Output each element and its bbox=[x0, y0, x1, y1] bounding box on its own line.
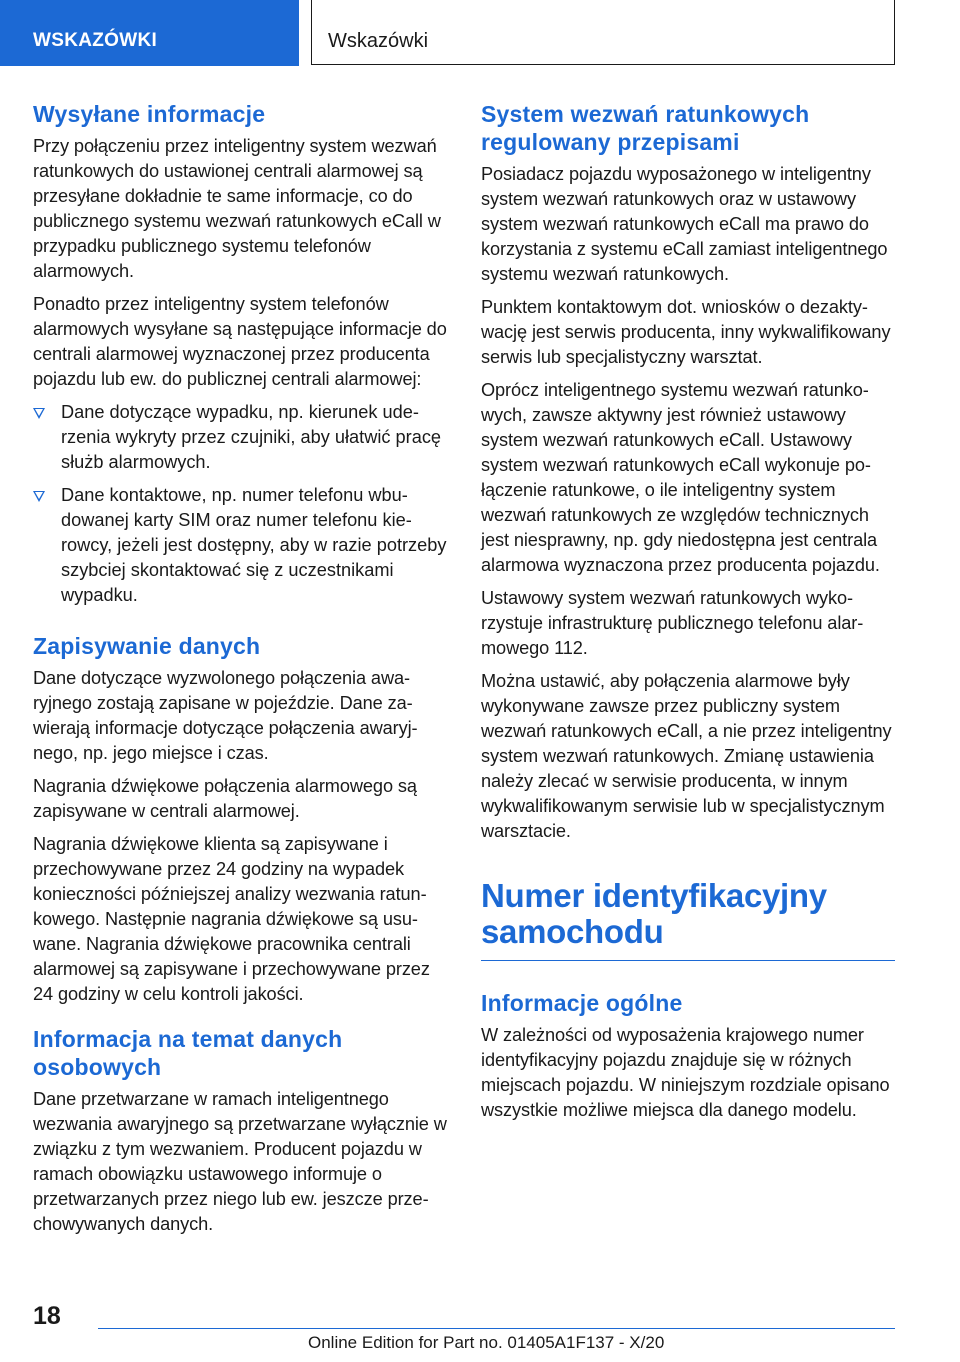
heading-personal-data: Informacja na temat danych osobowych bbox=[33, 1026, 343, 1080]
paragraph: W zależności od wyposażenia krajowego numer identyfikacyjny pojazdu znajduje się w różnych miejscach pojazdu. W niniejszym rozdziale opisano wszystkie możliwe miejsca dla danego modelu. bbox=[481, 1025, 890, 1120]
footer-divider bbox=[98, 1328, 895, 1329]
bullet-list bbox=[33, 400, 449, 608]
main-heading-vin: Numer identyfikacyjny samochodu bbox=[481, 878, 895, 961]
paragraph: Można ustawić, aby połączenia alarmowe były wykonywane zawsze przez publiczny system wezwań ratunkowych eCall, a nie przez inteligentny system wezwań ratunkowych. Zmianę ustawienia należy zlecać w serwisie producenta, w innym wykwalifikowanym serwisie lub w specjalistycznym warsztacie. bbox=[481, 671, 892, 841]
heading-general-information: Informacje ogólne bbox=[481, 990, 683, 1016]
paragraph: Nagrania dźwiękowe klienta są zapisywane i przechowywane przez 24 godziny na wypadek konieczności późniejszej analizy wezwania ratunkowego. Następnie nagrania dźwiękowe są usuwane. Nagrania dźwiękowe pracownika centrali alarmowej są zapisywane i przechowywane przez 24 godziny w celu kontroli jakości. bbox=[33, 834, 430, 1004]
left-column bbox=[33, 100, 449, 1245]
paragraph: Nagrania dźwiękowe połączenia alarmowego są zapisywane w centrali alarmowej. bbox=[33, 776, 417, 821]
list-item-text: Dane kontaktowe, np. numer telefonu wbudowanej karty SIM oraz numer telefonu kierowcy, jeżeli jest dostępny, aby w razie potrzeby szybciej skontaktować się z uczestnikami wypadku. bbox=[61, 485, 447, 605]
list-item bbox=[33, 483, 449, 608]
page-header-title bbox=[311, 0, 895, 65]
section-tab bbox=[0, 0, 299, 66]
list-item bbox=[33, 400, 449, 475]
right-column bbox=[481, 100, 895, 1131]
page-number: 18 bbox=[33, 1302, 61, 1330]
paragraph: Ustawowy system wezwań ratunkowych wykorzystuje infrastrukturę publicznego telefonu alarmowego 112. bbox=[481, 588, 864, 658]
paragraph: Przy połączeniu przez inteligentny system wezwań ratunkowych do ustawionej centrali alarmowej są przesyłane dokładnie te same informacje, co do publicznego systemu wezwań ratunkowych eCall w przypadku publicznego systemu telefonów alarmowych. bbox=[33, 136, 441, 281]
paragraph: Ponadto przez inteligentny system telefonów alarmowych wysyłane są następujące informacje do centrali alarmowej wyznaczonej przez producenta pojazdu lub ew. do publicznej centrali alarmowej: bbox=[33, 294, 447, 389]
paragraph: Oprócz inteligentnego systemu wezwań ratunkowych, zawsze aktywny jest również ustawowy system wezwań ratunkowych eCall. Ustawowy system wezwań ratunkowych eCall wykonuje połączenie ratunkowe, o ile inteligentny system wezwań ratunkowych ze względów technicznych jest niesprawny, np. gdy niedostępna jest centrala alarmowa wyznaczona przez producenta pojazdu. bbox=[481, 380, 880, 575]
paragraph: Posiadacz pojazdu wyposażonego w inteligentny system wezwań ratunkowych oraz w ustawowy system wezwań ratunkowych eCall ma prawo do korzystania z systemu eCall zamiast inteligentnego systemu wezwań ratunkowych. bbox=[481, 164, 888, 284]
footer-edition-text: Online Edition for Part no. 01405A1F137 - X/20 bbox=[308, 1333, 665, 1352]
triangle-bullet-icon bbox=[33, 408, 45, 419]
section-tab-label: WSKAZÓWKI bbox=[33, 30, 158, 51]
paragraph: Dane przetwarzane w ramach inteligentnego wezwania awaryjnego są przetwarzane wyłącznie w związku z tym wezwaniem. Producent pojazdu w ramach obowiązku ustawowego informuje o przetwarzanych przez niego lub ew. jeszcze przechowywanych danych. bbox=[33, 1089, 447, 1234]
paragraph: Punktem kontaktowym dot. wniosków o dezaktywację jest serwis producenta, inny wykwalifikowany serwis lub specjalistyczny warsztat. bbox=[481, 297, 891, 367]
list-item-text: Dane dotyczące wypadku, np. kierunek uderzenia wykryty przez czujniki, aby ułatwić pracę służb alarmowych. bbox=[61, 402, 442, 472]
heading-data-storage: Zapisywanie danych bbox=[33, 633, 261, 659]
heading-sent-information: Wysyłane informacje bbox=[33, 101, 266, 127]
paragraph: Dane dotyczące wyzwolonego połączenia awaryjnego zostają zapisane w pojeździe. Dane zawierają informacje dotyczące połączenia awaryjnego, np. jego miejsce i czas. bbox=[33, 668, 418, 763]
triangle-bullet-icon bbox=[33, 491, 45, 502]
heading-regulated-emergency-system: System wezwań ratunkowych regulowany przepisami bbox=[481, 101, 810, 155]
page-header-title-text: Wskazówki bbox=[328, 30, 429, 52]
